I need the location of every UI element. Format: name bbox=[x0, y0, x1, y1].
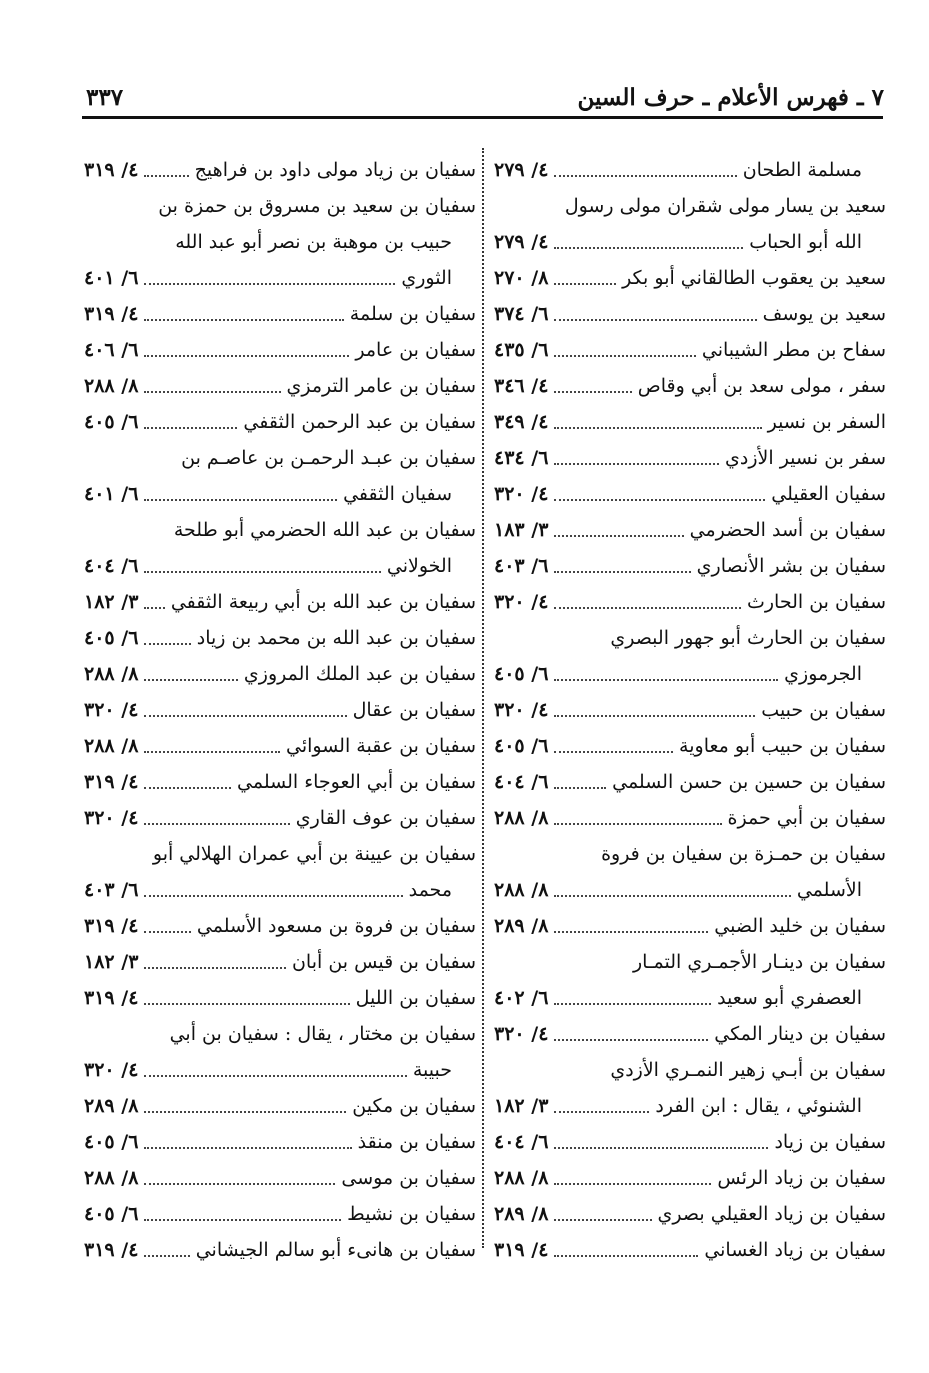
entry-name: حبيبة bbox=[412, 1059, 452, 1081]
entry-name: سفيان بن حبيب أبو معاوية bbox=[679, 735, 886, 757]
header-rule bbox=[82, 116, 883, 119]
entry-reference: ٦/ ٤٠٥ bbox=[84, 627, 139, 649]
entry-reference: ٦/ ٤٠٣ bbox=[494, 555, 549, 577]
dot-leader bbox=[144, 931, 190, 933]
entry-reference: ٤/ ٣١٩ bbox=[84, 915, 139, 937]
dot-leader bbox=[144, 787, 231, 789]
entry-name: الجرموزي bbox=[784, 663, 862, 685]
entry-name: سفيان بن خليد الضبي bbox=[714, 915, 886, 937]
dot-leader bbox=[554, 895, 790, 897]
index-entry bbox=[494, 1232, 886, 1268]
entry-reference: ٨/ ٢٨٨ bbox=[84, 1167, 139, 1189]
entry-name: سفيان الثقفي bbox=[343, 483, 452, 505]
entry-name: العصفري أبو سعيد bbox=[717, 987, 862, 1009]
entry-name: حبيب بن موهبة بن نصر أبو عبد الله bbox=[175, 231, 452, 253]
index-entry bbox=[494, 836, 886, 872]
column-divider bbox=[482, 148, 484, 1248]
index-entry bbox=[84, 620, 476, 656]
entry-reference: ٦/ ٤٠٣ bbox=[84, 879, 139, 901]
dot-leader bbox=[144, 355, 349, 357]
dot-leader bbox=[144, 391, 280, 393]
dot-leader bbox=[554, 283, 616, 285]
dot-leader bbox=[554, 931, 708, 933]
entry-name: سفيان بن الليل bbox=[355, 987, 476, 1009]
page-header bbox=[86, 84, 884, 118]
entry-name: سفيان بن عبد الله بن أبي ربيعة الثقفي bbox=[170, 591, 476, 613]
index-entry bbox=[84, 152, 476, 188]
entry-reference: ٨/ ٢٨٨ bbox=[494, 879, 549, 901]
entry-reference: ٨/ ٢٨٨ bbox=[494, 807, 549, 829]
entry-reference: ٦/ ٤٠٥ bbox=[84, 1203, 139, 1225]
dot-leader bbox=[144, 715, 346, 717]
index-entry bbox=[84, 512, 476, 548]
entry-reference: ٦/ ٤٠٤ bbox=[494, 771, 549, 793]
entry-name: سفر ، مولى سعد بن أبي وقاص bbox=[637, 375, 886, 397]
index-entry bbox=[84, 764, 476, 800]
entry-name: سفيان بن عقبة السوائي bbox=[286, 735, 476, 757]
entry-name: الثوري bbox=[401, 267, 452, 289]
index-entry bbox=[494, 1160, 886, 1196]
entry-name: سفيان بن سعيد بن مسروق بن حمزة بن bbox=[158, 195, 476, 217]
dot-leader bbox=[144, 1183, 335, 1185]
index-entry bbox=[494, 584, 886, 620]
entry-name: سفر بن نسير الأزدي bbox=[725, 447, 886, 469]
index-entry bbox=[84, 440, 476, 476]
entry-reference: ٨/ ٢٨٨ bbox=[84, 663, 139, 685]
entry-name: سفيان بن مختار ، يقال : سفيان بن أبي bbox=[169, 1023, 476, 1045]
entry-reference: ٤/ ٢٧٩ bbox=[494, 231, 549, 253]
dot-leader bbox=[144, 751, 280, 753]
dot-leader bbox=[144, 1111, 346, 1113]
index-entry bbox=[84, 728, 476, 764]
entry-reference: ٤/ ٢٧٩ bbox=[494, 159, 549, 181]
entry-name: سفيان بن دينـار الأجمـري التمـار bbox=[632, 951, 886, 973]
dot-leader bbox=[554, 787, 606, 789]
entry-name: الشنوئي ، يقال : ابن الفرد bbox=[655, 1095, 862, 1117]
entry-reference: ٤/ ٣١٩ bbox=[84, 987, 139, 1009]
index-entry bbox=[494, 620, 886, 656]
dot-leader bbox=[554, 427, 761, 429]
index-entry bbox=[84, 548, 476, 584]
index-entry bbox=[84, 692, 476, 728]
entry-reference: ٦/ ٤٠٤ bbox=[494, 1131, 549, 1153]
dot-leader bbox=[554, 1147, 768, 1149]
index-entry bbox=[84, 368, 476, 404]
entry-reference: ٨/ ٢٧٠ bbox=[494, 267, 549, 289]
dot-leader bbox=[554, 1003, 711, 1005]
index-entry bbox=[84, 332, 476, 368]
dot-leader bbox=[554, 1111, 649, 1113]
entry-name: سفيان بن هانىء أبو سالم الجيشاني bbox=[195, 1239, 476, 1261]
dot-leader bbox=[144, 427, 237, 429]
dot-leader bbox=[554, 175, 736, 177]
entry-name: سفيان بن عبـد الرحمـن بن عاصـم بن bbox=[181, 447, 476, 469]
index-entry bbox=[84, 1160, 476, 1196]
entry-reference: ٦/ ٤٠١ bbox=[84, 267, 139, 289]
entry-name: سفيان بن أسد الحضرمي bbox=[689, 519, 886, 541]
dot-leader bbox=[144, 643, 190, 645]
entry-reference: ٣/ ١٨٢ bbox=[494, 1095, 549, 1117]
index-entry bbox=[494, 1196, 886, 1232]
index-entry bbox=[84, 1088, 476, 1124]
dot-leader bbox=[554, 715, 755, 717]
entry-name: السفر بن نسير bbox=[767, 411, 886, 433]
entry-name: الأسلمي bbox=[796, 879, 862, 901]
entry-name: سفيان بن حمـزة بن سفيان بن فروة bbox=[601, 843, 886, 865]
index-entry bbox=[494, 800, 886, 836]
entry-name: مسلمة الطحان bbox=[742, 159, 862, 181]
dot-leader bbox=[144, 1075, 406, 1077]
dot-leader bbox=[144, 895, 402, 897]
index-entry bbox=[84, 188, 476, 224]
entry-name: سفيان بن مكين bbox=[352, 1095, 476, 1117]
entry-name: سفيان بن زياد العقيلي بصري bbox=[657, 1203, 886, 1225]
index-entry bbox=[84, 800, 476, 836]
index-entry bbox=[494, 980, 886, 1016]
entry-reference: ٦/ ٤٣٤ bbox=[494, 447, 549, 469]
dot-leader bbox=[554, 571, 690, 573]
index-entry bbox=[494, 188, 886, 224]
entry-name: سفيان بن عبد الله الحضرمي أبو طلحة bbox=[173, 519, 476, 541]
dot-leader bbox=[144, 283, 395, 285]
entry-name: سفيان بن عامر الترمزي bbox=[286, 375, 476, 397]
entry-reference: ٤/ ٣٢٠ bbox=[84, 807, 139, 829]
dot-leader bbox=[144, 823, 289, 825]
entry-reference: ٦/ ٤٠٥ bbox=[494, 663, 549, 685]
entry-reference: ٤/ ٣٢٠ bbox=[494, 591, 549, 613]
index-entry bbox=[494, 1052, 886, 1088]
entry-name: سفيان بن منقذ bbox=[357, 1131, 476, 1153]
index-entry bbox=[84, 224, 476, 260]
dot-leader bbox=[554, 751, 673, 753]
entry-name: سفاح بن مطر الشيباني bbox=[701, 339, 886, 361]
entry-name: سفيان بن عبد الرحمن الثقفي bbox=[243, 411, 476, 433]
index-entry bbox=[494, 728, 886, 764]
entry-name: سفيان بن الحارث bbox=[746, 591, 886, 613]
index-entry bbox=[84, 656, 476, 692]
entry-name: سفيان بن زياد مولى داود بن فراهيج bbox=[194, 159, 476, 181]
dot-leader bbox=[144, 319, 343, 321]
dot-leader bbox=[554, 535, 683, 537]
dot-leader bbox=[144, 571, 380, 573]
entry-name: الله أبو الحباب bbox=[749, 231, 862, 253]
index-entry bbox=[494, 368, 886, 404]
entry-reference: ٨/ ٢٨٨ bbox=[84, 375, 139, 397]
entry-reference: ٦/ ٤٠٥ bbox=[84, 411, 139, 433]
index-entry bbox=[84, 404, 476, 440]
entry-reference: ٦/ ٤٠٥ bbox=[494, 735, 549, 757]
entry-reference: ٤/ ٣٤٦ bbox=[494, 375, 549, 397]
dot-leader bbox=[554, 1255, 698, 1257]
entry-reference: ٤/ ٣٢٠ bbox=[494, 483, 549, 505]
index-entry bbox=[84, 1232, 476, 1268]
index-entry bbox=[84, 1124, 476, 1160]
dot-leader bbox=[144, 607, 164, 609]
entry-name: سفيان بن أبـي زهير النمـري الأزدي bbox=[610, 1059, 886, 1081]
dot-leader bbox=[554, 1183, 711, 1185]
entry-name: سفيان بن الحارث أبو جهور البصري bbox=[610, 627, 886, 649]
entry-name: سفيان بن حسين بن حسن السلمي bbox=[612, 771, 886, 793]
index-entry bbox=[84, 944, 476, 980]
dot-leader bbox=[554, 391, 631, 393]
index-entry bbox=[84, 908, 476, 944]
entry-name: سفيان بن فروة بن مسعود الأسلمي bbox=[196, 915, 476, 937]
index-entry bbox=[84, 584, 476, 620]
index-entry bbox=[84, 1016, 476, 1052]
dot-leader bbox=[144, 967, 286, 969]
index-entry bbox=[84, 260, 476, 296]
entry-reference: ٨/ ٢٨٩ bbox=[494, 1203, 549, 1225]
entry-name: سفيان بن دينار المكي bbox=[714, 1023, 886, 1045]
entry-name: محمد bbox=[408, 879, 452, 901]
dot-leader bbox=[554, 247, 743, 249]
entry-reference: ٤/ ٣٢٠ bbox=[84, 699, 139, 721]
entry-name: سعيد بن يعقوب الطالقاني أبو بكر bbox=[622, 267, 886, 289]
index-entry bbox=[494, 404, 886, 440]
index-entry bbox=[494, 260, 886, 296]
dot-leader bbox=[554, 463, 719, 465]
entry-name: سفيان بن عامر bbox=[355, 339, 476, 361]
entry-name: سفيان بن زياد bbox=[774, 1131, 886, 1153]
index-entry bbox=[84, 1196, 476, 1232]
dot-leader bbox=[144, 499, 337, 501]
index-entry bbox=[494, 512, 886, 548]
entry-reference: ٦/ ٤٠٦ bbox=[84, 339, 139, 361]
dot-leader bbox=[144, 1219, 341, 1221]
index-entry bbox=[84, 296, 476, 332]
entry-reference: ٣/ ١٨٢ bbox=[84, 591, 139, 613]
entry-reference: ٣/ ١٨٣ bbox=[494, 519, 549, 541]
index-entry bbox=[494, 548, 886, 584]
dot-leader bbox=[144, 1147, 351, 1149]
index-entry bbox=[84, 476, 476, 512]
entry-name: الخولاني bbox=[386, 555, 452, 577]
dot-leader bbox=[554, 319, 756, 321]
entry-name: سفيان العقيلي bbox=[771, 483, 886, 505]
entry-name: سفيان بن عبد الله بن محمد بن زياد bbox=[196, 627, 476, 649]
index-entry bbox=[494, 944, 886, 980]
dot-leader bbox=[554, 355, 695, 357]
index-entry bbox=[84, 836, 476, 872]
entry-reference: ٤/ ٣١٩ bbox=[494, 1239, 549, 1261]
entry-name: سفيان بن حبيب bbox=[761, 699, 886, 721]
header-title: ٧ ـ فهرس الأعلام ـ حرف السين bbox=[577, 84, 884, 111]
entry-name: سفيان بن موسى bbox=[341, 1167, 476, 1189]
entry-reference: ٤/ ٣٢٠ bbox=[494, 1023, 549, 1045]
index-entry bbox=[494, 476, 886, 512]
index-entry bbox=[494, 332, 886, 368]
entry-reference: ٨/ ٢٨٨ bbox=[84, 735, 139, 757]
right-column bbox=[494, 152, 886, 1268]
index-entry bbox=[494, 872, 886, 908]
entry-name: سفيان بن قيس بن أبان bbox=[291, 951, 476, 973]
entry-reference: ٨/ ٢٨٩ bbox=[494, 915, 549, 937]
entry-reference: ٤/ ٣٢٠ bbox=[84, 1059, 139, 1081]
index-entry bbox=[494, 440, 886, 476]
index-entry bbox=[494, 1016, 886, 1052]
index-entry bbox=[84, 1052, 476, 1088]
dot-leader bbox=[144, 679, 238, 681]
entry-reference: ٦/ ٤٠٢ bbox=[494, 987, 549, 1009]
index-entry bbox=[494, 152, 886, 188]
dot-leader bbox=[554, 499, 765, 501]
dot-leader bbox=[144, 1003, 349, 1005]
entry-reference: ٤/ ٣١٩ bbox=[84, 1239, 139, 1261]
entry-reference: ٨/ ٢٨٩ bbox=[84, 1095, 139, 1117]
index-entry bbox=[494, 908, 886, 944]
index-entry bbox=[494, 224, 886, 260]
entry-reference: ٤/ ٣٤٩ bbox=[494, 411, 549, 433]
entry-reference: ٤/ ٣٢٠ bbox=[494, 699, 549, 721]
entry-name: سفيان بن نشيط bbox=[347, 1203, 476, 1225]
entry-reference: ٤/ ٣١٩ bbox=[84, 303, 139, 325]
entry-name: سفيان بن زياد الغساني bbox=[704, 1239, 886, 1261]
dot-leader bbox=[554, 1219, 651, 1221]
entry-name: سفيان بن عقال bbox=[352, 699, 476, 721]
left-column bbox=[84, 152, 476, 1268]
entry-reference: ٦/ ٤٠٤ bbox=[84, 555, 139, 577]
index-entry bbox=[84, 980, 476, 1016]
dot-leader bbox=[554, 1039, 708, 1041]
entry-reference: ٦/ ٤٠٥ bbox=[84, 1131, 139, 1153]
entry-reference: ٤/ ٣١٩ bbox=[84, 771, 139, 793]
entry-reference: ٨/ ٢٨٨ bbox=[494, 1167, 549, 1189]
entry-reference: ٣/ ١٨٢ bbox=[84, 951, 139, 973]
entry-reference: ٤/ ٣١٩ bbox=[84, 159, 139, 181]
page-number: ٣٣٧ bbox=[86, 84, 124, 111]
dot-leader bbox=[554, 607, 741, 609]
entry-reference: ٦/ ٤٣٥ bbox=[494, 339, 549, 361]
index-entry bbox=[494, 656, 886, 692]
entry-name: سعيد بن يسار مولى شقران مولى رسول bbox=[564, 195, 886, 217]
dot-leader bbox=[144, 175, 188, 177]
dot-leader bbox=[144, 1255, 189, 1257]
entry-reference: ٦/ ٣٧٤ bbox=[494, 303, 549, 325]
entry-name: سفيان بن بشر الأنصاري bbox=[696, 555, 886, 577]
entry-name: سفيان بن أبي حمزة bbox=[727, 807, 886, 829]
index-entry bbox=[84, 872, 476, 908]
index-entry bbox=[494, 1124, 886, 1160]
entry-name: سفيان بن عوف القاري bbox=[295, 807, 476, 829]
index-entry bbox=[494, 1088, 886, 1124]
entry-name: سعيد بن يوسف bbox=[762, 303, 886, 325]
index-entry bbox=[494, 296, 886, 332]
dot-leader bbox=[554, 823, 721, 825]
index-entry bbox=[494, 764, 886, 800]
entry-name: سفيان بن عيينة بن أبي عمران الهلالي أبو bbox=[152, 843, 476, 865]
entry-name: سفيان بن عبد الملك المروزي bbox=[243, 663, 476, 685]
entry-reference: ٦/ ٤٠١ bbox=[84, 483, 139, 505]
entry-name: سفيان بن سلمة bbox=[349, 303, 476, 325]
index-entry bbox=[494, 692, 886, 728]
dot-leader bbox=[554, 679, 778, 681]
entry-name: سفيان بن زياد الرئس bbox=[717, 1167, 886, 1189]
entry-name: سفيان بن أبي العوجاء السلمي bbox=[237, 771, 476, 793]
